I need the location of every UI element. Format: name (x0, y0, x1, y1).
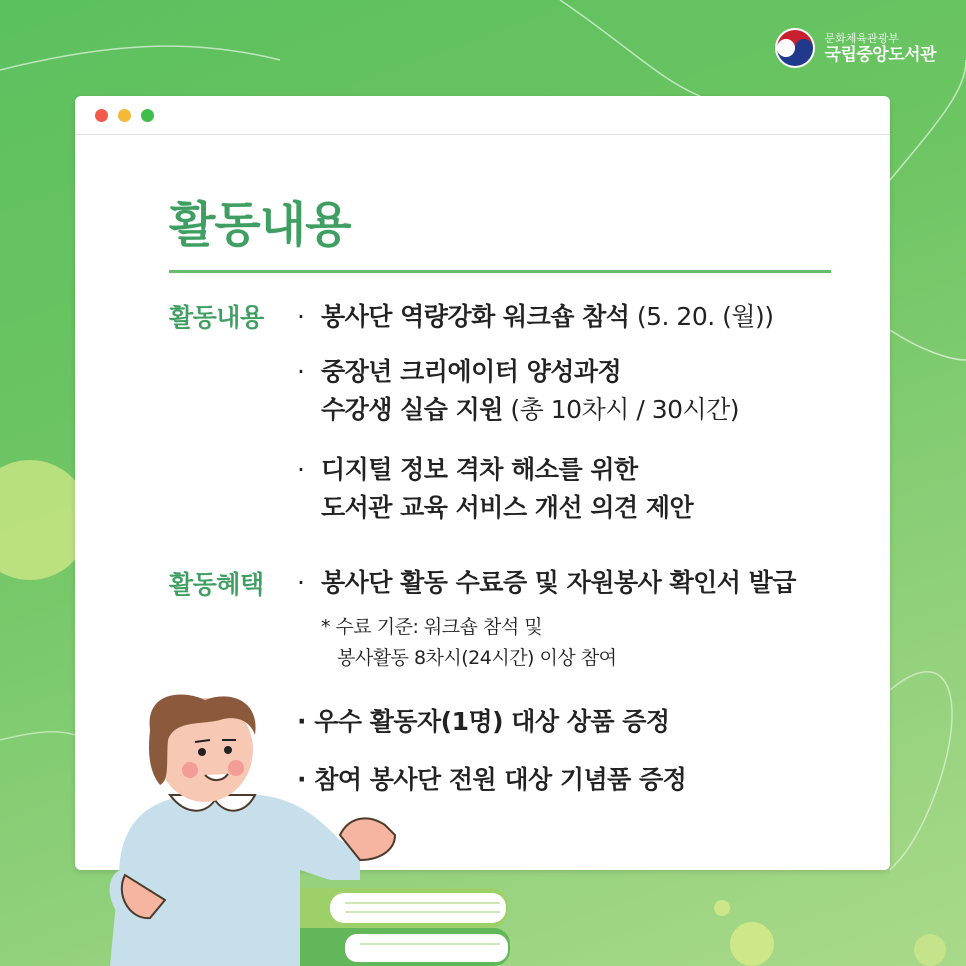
activity-label: 활동내용 (169, 303, 264, 332)
benefit-item-3: · 참여 봉사단 전원 대상 기념품 증정 (297, 765, 687, 794)
activity-item-3-line-2: 도서관 교육 서비스 개선 의견 제안 (321, 493, 694, 522)
activity-item-1: · 봉사단 역량강화 워크숍 참석 (5. 20. (월)) (297, 302, 774, 331)
minimize-dot-icon (118, 109, 131, 122)
benefit-label: 활동혜택 (169, 570, 264, 599)
window-title-bar (75, 96, 890, 135)
benefit-item-1: · 봉사단 활동 수료증 및 자원봉사 확인서 발급 (297, 568, 796, 597)
maximize-dot-icon (141, 109, 154, 122)
activity-item-3: · 디지털 정보 격차 해소를 위한 (297, 455, 638, 484)
page-title: 활동내용 (169, 197, 351, 253)
ministry-name: 문화체육관광부 (824, 31, 899, 45)
activity-item-2-line-2: 수강생 실습 지원 (총 10차시 / 30시간) (321, 395, 740, 424)
title-divider (169, 270, 831, 273)
ministry-logo (773, 26, 936, 70)
close-dot-icon (95, 109, 108, 122)
library-name: 국립중앙도서관 (824, 44, 936, 65)
benefit-note-line-2: 봉사활동 8차시(24시간) 이상 참여 (337, 647, 617, 669)
benefit-item-2: · 우수 활동자(1명) 대상 상품 증정 (297, 707, 670, 736)
activity-item-2: · 중장년 크리에이터 양성과정 (297, 357, 622, 386)
benefit-note-line-1: * 수료 기준: 워크숍 참석 및 (321, 616, 543, 638)
content-window (75, 96, 890, 870)
government-emblem-icon (773, 26, 817, 70)
